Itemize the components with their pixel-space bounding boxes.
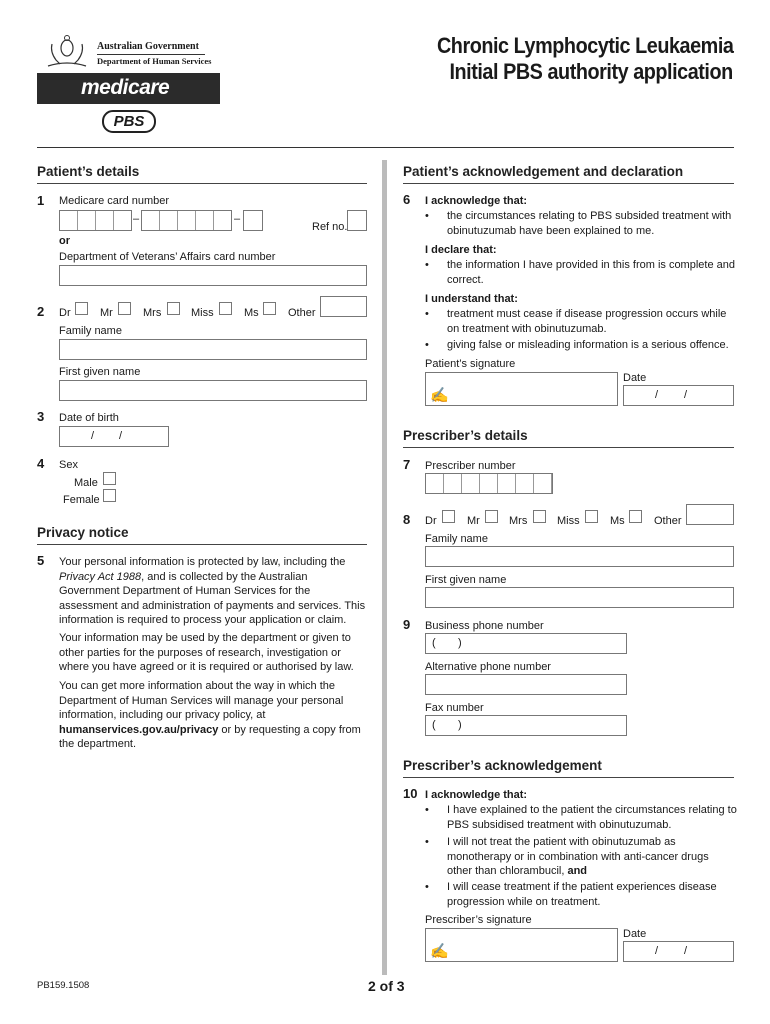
medicare-card-input-a[interactable] (59, 210, 132, 231)
declare-heading: I declare that: (425, 244, 497, 256)
pbs-logo (102, 110, 156, 133)
p-family-name-input[interactable] (425, 546, 734, 567)
p-title-dr-label: Dr (425, 515, 437, 527)
patient-signature-label: Patient’s signature (425, 358, 516, 370)
pdate-sep-2: / (684, 389, 688, 401)
q10-number: 10 (403, 786, 418, 801)
title-mrs-checkbox[interactable] (167, 302, 180, 315)
prescriber-ack-heading: Prescriber’s acknowledgement (403, 758, 602, 773)
q2-number: 2 (37, 304, 45, 319)
pen-icon-2: ✍ (430, 943, 449, 960)
prescriber-signature-label: Prescriber’s signature (425, 914, 532, 926)
first-name-input[interactable] (59, 380, 367, 401)
dash-2: – (234, 213, 241, 225)
p-acknowledge-heading: I acknowledge that: (425, 789, 528, 801)
medicare-logo (37, 73, 220, 104)
p-ack-bullet-1: • I have explained to the patient the circumstances relating to PBS subsidised treatment with obinutuzumab. (447, 803, 737, 832)
gov-line-1: Australian Government (97, 41, 199, 52)
patient-signature-input[interactable] (425, 372, 618, 406)
patient-ack-heading: Patient’s acknowledgement and declaration (403, 164, 684, 179)
q9-number: 9 (403, 617, 411, 632)
sex-label: Sex (59, 459, 78, 471)
privacy-paragraph-3: You can get more information about the way in which the Department of Human Services will manage your personal information, including our privacy policy, at humanservices.gov.au/privacy or by requesting a copy from the department. (59, 680, 361, 751)
prescriber-date-label: Date (623, 928, 647, 940)
fax-label: Fax number (425, 702, 484, 714)
fax-input[interactable] (425, 715, 627, 736)
title-ms-label: Ms (244, 307, 259, 319)
dob-input[interactable] (59, 426, 169, 447)
female-label: Female (63, 494, 100, 506)
gov-line-2: Department of Human Services (97, 56, 212, 66)
acknowledge-heading: I acknowledge that: (425, 195, 528, 207)
p-title-other-input[interactable] (686, 504, 734, 525)
pdate-sep-1: / (655, 389, 659, 401)
prescriber-signature-input[interactable] (425, 928, 618, 962)
bp-paren-open: ( (432, 637, 436, 649)
p-ack-bullet-2: • I will not treat the patient with obinutuzumab as monotherapy or in combination with anti-cancer drugs other than chlorambucil, and (447, 835, 727, 879)
p-first-name-input[interactable] (425, 587, 734, 608)
title-miss-checkbox[interactable] (219, 302, 232, 315)
understand-bullet-2: • giving false or misleading information is a serious offence. (447, 338, 747, 353)
ack-bullet-1: • the circumstances relating to PBS subsided treatment with obinutuzumab have been explained to me. (447, 209, 737, 238)
prescriber-number-input[interactable] (425, 473, 553, 494)
q6-number: 6 (403, 192, 411, 207)
bp-paren-close: ) (458, 637, 462, 649)
form-code: PB159.1508 (37, 980, 90, 991)
privacy-notice-heading: Privacy notice (37, 525, 129, 540)
pbs-wordmark: PBS (113, 113, 145, 130)
title-other-label: Other (288, 307, 316, 319)
patient-details-heading: Patient’s details (37, 164, 140, 179)
p-title-ms-label: Ms (610, 515, 625, 527)
fax-paren-open: ( (432, 719, 436, 731)
q5-number: 5 (37, 553, 45, 568)
understand-bullet-1: • treatment must cease if disease progression occurs while on treatment with obinutuzumab. (447, 307, 737, 336)
column-divider (382, 160, 387, 975)
medicare-card-input-c[interactable] (243, 210, 263, 231)
prescriber-date-input[interactable] (623, 941, 734, 962)
q4-number: 4 (37, 456, 45, 471)
p-title-mrs-label: Mrs (509, 515, 528, 527)
male-label: Male (74, 477, 98, 489)
pen-icon: ✍ (430, 387, 449, 404)
dob-sep-1: / (91, 430, 95, 442)
title-mrs-label: Mrs (143, 307, 162, 319)
business-phone-input[interactable] (425, 633, 627, 654)
q7-number: 7 (403, 457, 411, 472)
p-title-mrs-checkbox[interactable] (533, 510, 546, 523)
p-title-other-label: Other (654, 515, 682, 527)
title-dr-checkbox[interactable] (75, 302, 88, 315)
title-ms-checkbox[interactable] (263, 302, 276, 315)
dob-label: Date of birth (59, 412, 119, 424)
p-first-name-label: First given name (425, 574, 507, 586)
p-title-mr-label: Mr (467, 515, 480, 527)
p-title-dr-checkbox[interactable] (442, 510, 455, 523)
title-other-input[interactable] (320, 296, 367, 317)
coat-of-arms-icon (42, 34, 92, 70)
page-title-line-1: Chronic Lymphocytic Leukaemia (436, 33, 733, 58)
q1-number: 1 (37, 193, 45, 208)
family-name-label: Family name (59, 325, 122, 337)
female-checkbox[interactable] (103, 489, 116, 502)
title-mr-label: Mr (100, 307, 113, 319)
p-family-name-label: Family name (425, 533, 488, 545)
understand-heading: I understand that: (425, 293, 518, 305)
family-name-input[interactable] (59, 339, 367, 360)
page-number: 2 of 3 (368, 978, 405, 994)
patient-date-input[interactable] (623, 385, 734, 406)
patient-date-label: Date (623, 372, 647, 384)
medicare-card-label: Medicare card number (59, 195, 170, 207)
business-phone-label: Business phone number (425, 620, 544, 632)
prdate-sep-2: / (684, 945, 688, 957)
declare-bullet-1: • the information I have provided in this from is complete and correct. (447, 258, 737, 287)
dva-card-label: Department of Veterans’ Affairs card number (59, 251, 276, 263)
dash-1: – (133, 213, 140, 225)
dva-card-input[interactable] (59, 265, 367, 286)
ref-no-input[interactable] (347, 210, 367, 231)
dob-sep-2: / (119, 430, 123, 442)
page-title-line-2: Initial PBS authority application (449, 59, 733, 84)
p-title-miss-checkbox[interactable] (585, 510, 598, 523)
medicare-card-input-b[interactable] (141, 210, 232, 231)
privacy-paragraph-2: Your information may be used by the department or given to other parties for the purposes of research, investigation or where you have agreed or it is required or authorised by law. (59, 632, 354, 674)
q3-number: 3 (37, 409, 45, 424)
fax-paren-close: ) (458, 719, 462, 731)
prdate-sep-1: / (655, 945, 659, 957)
alt-phone-input[interactable] (425, 674, 627, 695)
male-checkbox[interactable] (103, 472, 116, 485)
q8-number: 8 (403, 512, 411, 527)
p-title-mr-checkbox[interactable] (485, 510, 498, 523)
p-title-ms-checkbox[interactable] (629, 510, 642, 523)
prescriber-number-label: Prescriber number (425, 460, 516, 472)
prescriber-details-heading: Prescriber’s details (403, 428, 528, 443)
first-name-label: First given name (59, 366, 141, 378)
medicare-wordmark: medicare (81, 76, 170, 99)
title-miss-label: Miss (191, 307, 214, 319)
title-dr-label: Dr (59, 307, 71, 319)
privacy-link[interactable]: humanservices.gov.au/privacy (59, 723, 219, 736)
or-label: or (59, 235, 70, 247)
p-title-miss-label: Miss (557, 515, 580, 527)
title-mr-checkbox[interactable] (118, 302, 131, 315)
alt-phone-label: Alternative phone number (425, 661, 551, 673)
ref-no-label: Ref no. (312, 221, 348, 233)
privacy-paragraph-1: Your personal information is protected by law, including the Privacy Act 1988, and is collected by the Australian Government Department of Human Services for the assessment and administration of payments and services. This information is required to process your application or claim. (59, 556, 366, 627)
p-ack-bullet-3: • I will cease treatment if the patient experiences disease progression while on treatment. (447, 880, 727, 909)
